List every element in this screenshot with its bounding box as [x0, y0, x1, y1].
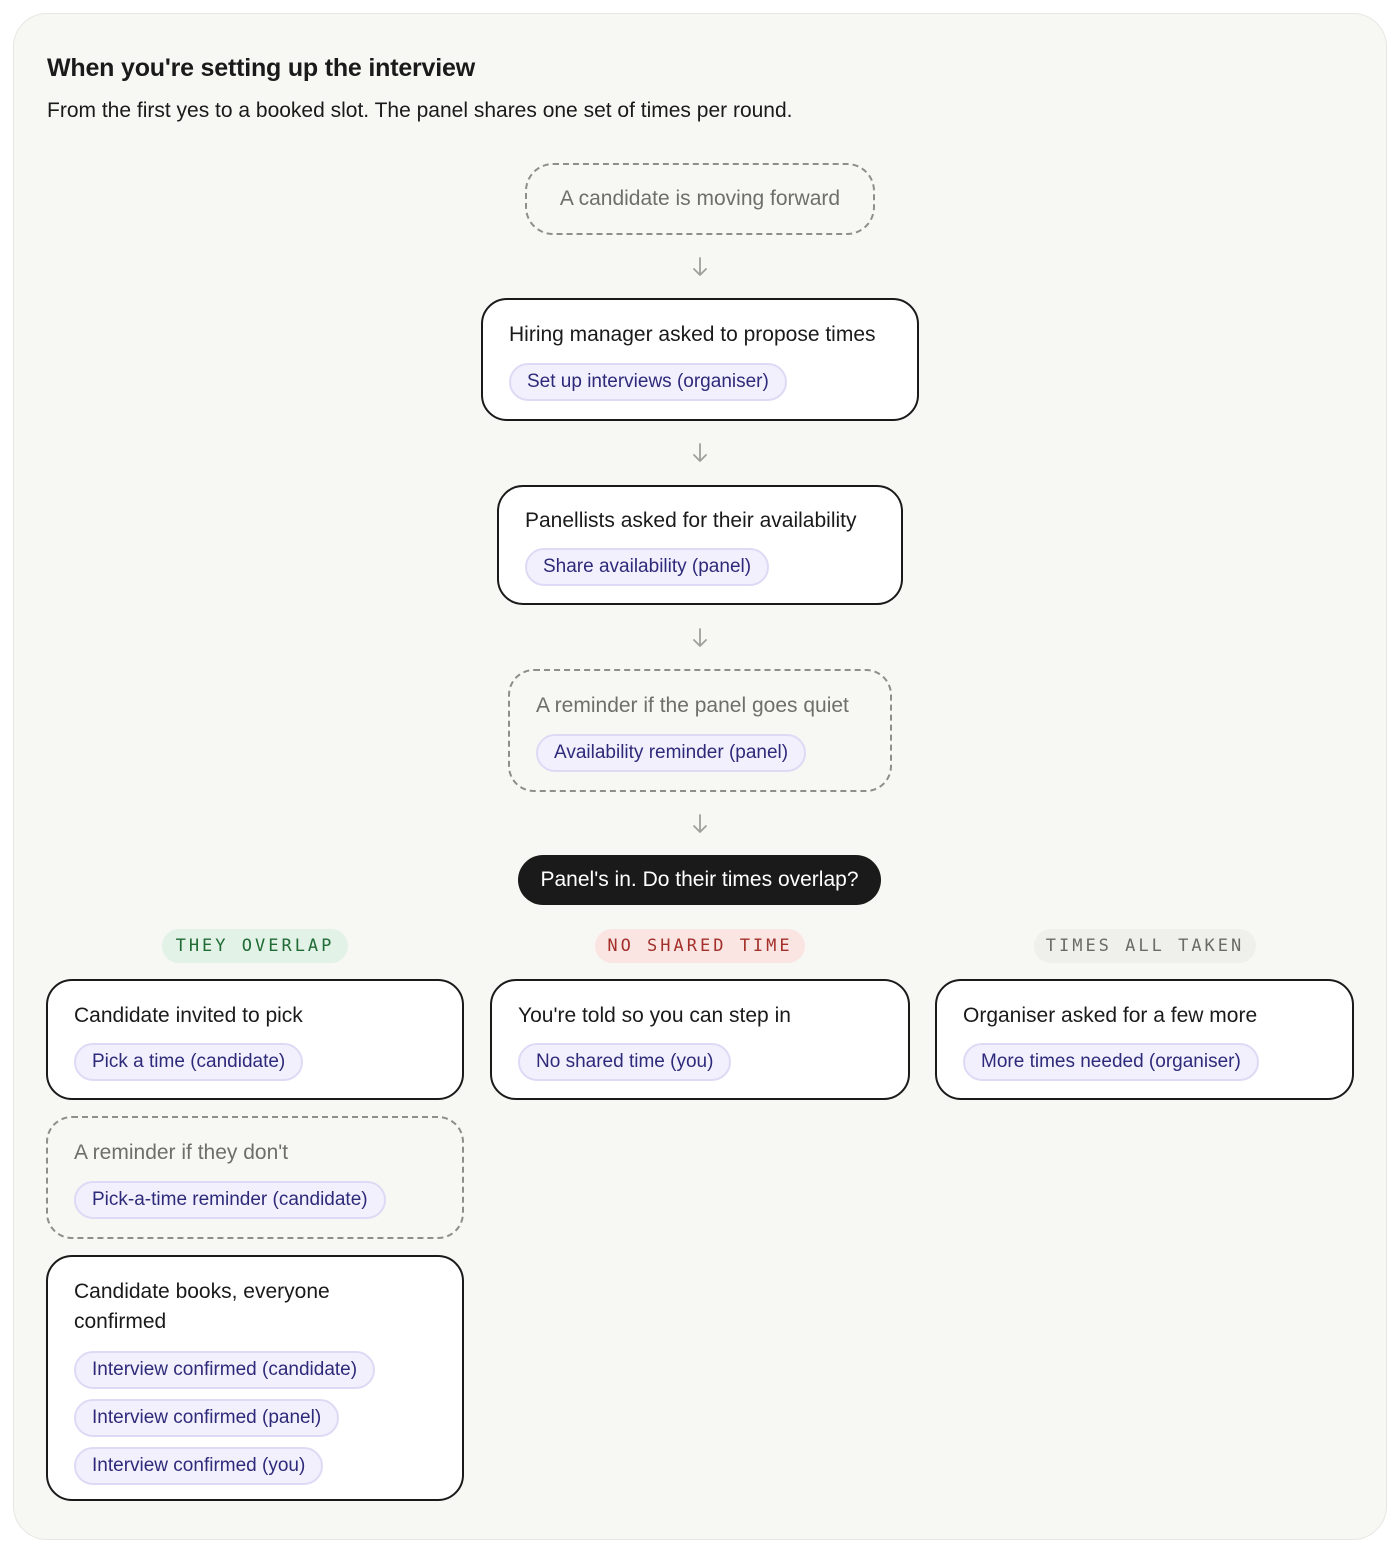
step-label: A reminder if they don't: [74, 1141, 289, 1164]
email-pill[interactable]: Pick-a-time reminder (candidate): [74, 1181, 386, 1219]
page-subtitle: From the first yes to a booked slot. The panel shares one set of times per round.: [47, 99, 793, 122]
step-panellists: [497, 485, 903, 605]
branch-tag-overlap: THEY OVERLAP: [162, 929, 348, 963]
step-label: A reminder if the panel goes quiet: [536, 694, 849, 717]
email-pill[interactable]: Availability reminder (panel): [536, 734, 806, 772]
step-label: Hiring manager asked to propose times: [509, 323, 876, 346]
step-you-told: [490, 979, 910, 1100]
email-pill[interactable]: Pick a time (candidate): [74, 1043, 303, 1081]
email-pill[interactable]: Interview confirmed (panel): [74, 1399, 339, 1437]
step-label: Panellists asked for their availability: [525, 509, 857, 532]
email-pill[interactable]: Share availability (panel): [525, 548, 769, 586]
email-pill[interactable]: Interview confirmed (candidate): [74, 1351, 375, 1389]
arrow-down-icon: [690, 256, 710, 278]
branch-tag-taken: TIMES ALL TAKEN: [1034, 929, 1256, 963]
step-hiring-manager: [481, 298, 919, 421]
arrow-down-icon: [690, 442, 710, 464]
email-pill[interactable]: No shared time (you): [518, 1043, 731, 1081]
email-pill[interactable]: More times needed (organiser): [963, 1043, 1259, 1081]
step-candidate-books: [46, 1255, 464, 1501]
arrow-down-icon: [690, 813, 710, 835]
branch-tag-no-shared: NO SHARED TIME: [595, 929, 805, 963]
step-candidate-invited: [46, 979, 464, 1100]
step-panel-reminder: [508, 669, 892, 792]
start-node: A candidate is moving forward: [525, 163, 875, 235]
arrow-down-icon: [690, 627, 710, 649]
step-label: You're told so you can step in: [518, 1004, 791, 1027]
decision-node: Panel's in. Do their times overlap?: [518, 855, 881, 905]
email-pill[interactable]: Interview confirmed (you): [74, 1447, 323, 1485]
step-label: Organiser asked for a few more: [963, 1004, 1258, 1027]
email-pill[interactable]: Set up interviews (organiser): [509, 363, 787, 401]
page-title: When you're setting up the interview: [47, 54, 475, 82]
step-label: Candidate books, everyone confirmed: [74, 1280, 330, 1333]
step-candidate-reminder: [46, 1116, 464, 1239]
step-organiser-asked: [935, 979, 1354, 1100]
step-label: Candidate invited to pick: [74, 1004, 303, 1027]
